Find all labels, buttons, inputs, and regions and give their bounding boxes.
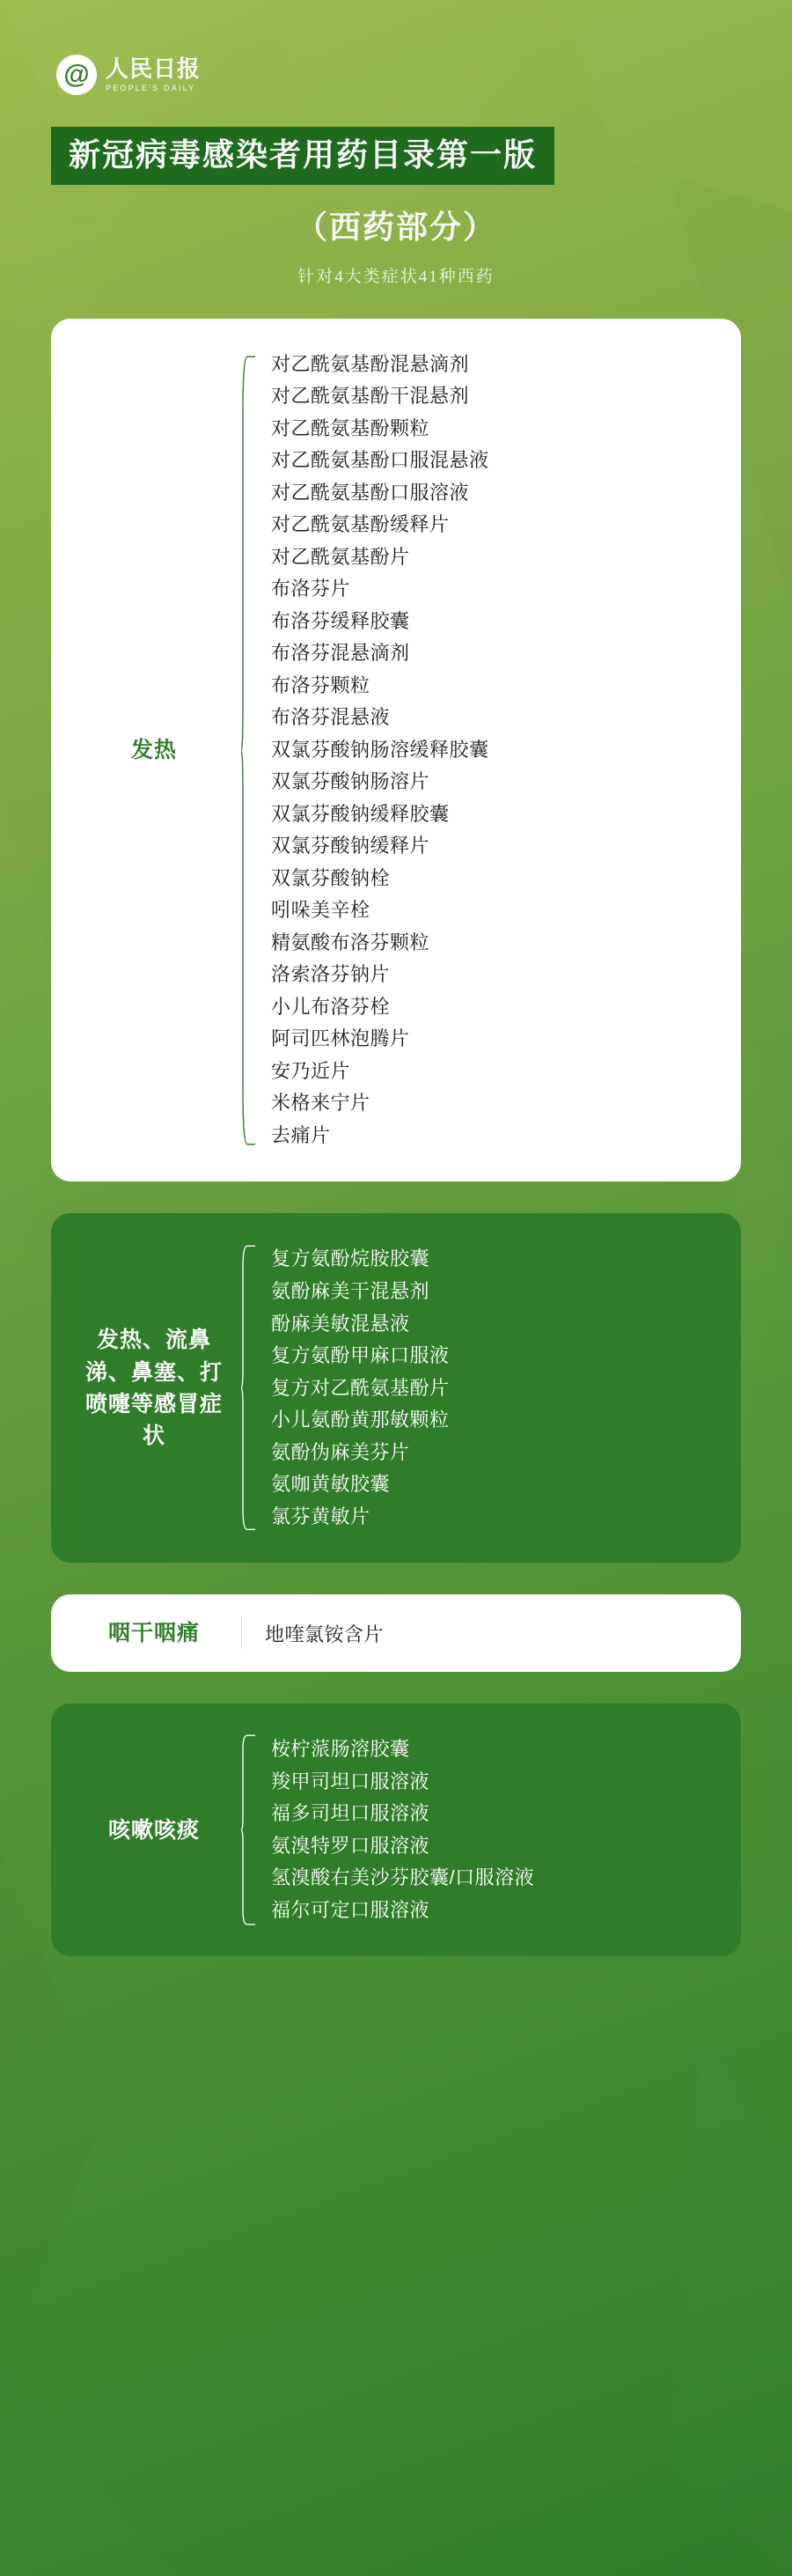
list-item: 氢溴酸右美沙芬胶囊/口服溶液	[271, 1866, 535, 1889]
section-card-cold-symptoms	[51, 1213, 741, 1563]
list-item: 福尔可定口服溶液	[271, 1898, 430, 1921]
list-item: 氨酚伪麻美芬片	[271, 1440, 410, 1463]
drug-list	[271, 349, 716, 1152]
list-item: 双氯芬酸钠缓释胶囊	[271, 802, 450, 825]
publisher-name-cn: 人民日报	[106, 55, 202, 82]
brace-icon	[241, 1243, 257, 1533]
list-item: 布洛芬混悬滴剂	[271, 642, 410, 665]
logo-text	[106, 57, 201, 92]
brace-icon	[241, 1733, 257, 1926]
at-sign-icon	[56, 55, 97, 95]
section-card-sore-throat	[51, 1594, 741, 1672]
list-item: 氨溴特罗口服溶液	[271, 1834, 430, 1857]
list-item: 羧甲司坦口服溶液	[271, 1770, 430, 1792]
category-label: 发热、流鼻涕、鼻塞、打喷嚏等感冒症状	[84, 1328, 223, 1449]
list-item: 安乃近片	[271, 1059, 351, 1082]
list-item: 对乙酰氨基酚口服混悬液	[271, 449, 489, 472]
list-item: 对乙酰氨基酚口服溶液	[271, 481, 470, 504]
title-block	[51, 95, 741, 287]
section-card-fever	[51, 319, 741, 1182]
list-item: 福多司坦口服溶液	[271, 1802, 430, 1825]
list-item: 布洛芬缓释胶囊	[271, 609, 410, 632]
publisher-name-en: PEOPLE'S DAILY	[106, 84, 196, 93]
list-item: 氨咖黄敏胶囊	[271, 1473, 391, 1496]
list-item: 桉柠蒎肠溶胶囊	[271, 1738, 410, 1761]
list-item: 双氯芬酸钠肠溶缓释胶囊	[271, 738, 489, 761]
list-item: 阿司匹林泡腾片	[271, 1027, 410, 1050]
list-item: 氨酚麻美干混悬剂	[271, 1280, 430, 1302]
list-item: 精氨酸布洛芬颗粒	[271, 931, 430, 953]
list-item: 对乙酰氨基酚混悬滴剂	[271, 352, 470, 375]
drug-list	[271, 1733, 716, 1926]
logo-glyph: @	[63, 60, 90, 89]
list-item: 小儿布洛芬栓	[271, 995, 391, 1018]
category-label: 发热	[130, 737, 177, 762]
list-item: 氯芬黄敏片	[271, 1505, 370, 1527]
list-item: 对乙酰氨基酚缓释片	[271, 513, 450, 536]
list-item: 复方氨酚烷胺胶囊	[271, 1248, 430, 1270]
list-item: 地喹氯铵含片	[265, 1623, 385, 1645]
list-item: 对乙酰氨基酚颗粒	[271, 416, 430, 439]
page-note: 针对4大类症状41种西药	[297, 267, 495, 286]
brace-icon	[241, 349, 257, 1152]
page-title: 新冠病毒感染者用药目录第一版	[51, 127, 554, 185]
list-item: 对乙酰氨基酚干混悬剂	[271, 385, 470, 408]
list-item: 洛索洛芬钠片	[271, 963, 391, 986]
list-item: 吲哚美辛栓	[271, 899, 370, 922]
list-item: 布洛芬片	[271, 578, 351, 600]
list-item: 酚麻美敏混悬液	[271, 1312, 410, 1335]
footer-space	[51, 1956, 741, 2009]
list-item: 布洛芬混悬液	[271, 706, 391, 729]
list-item: 对乙酰氨基酚片	[271, 545, 410, 568]
list-item: 双氯芬酸钠肠溶片	[271, 770, 430, 793]
page-subtitle: （西药部分）	[295, 208, 496, 245]
list-item: 去痛片	[271, 1123, 331, 1146]
category-label: 咽干咽痛	[107, 1621, 200, 1646]
list-item: 复方对乙酰氨基酚片	[271, 1376, 450, 1399]
drug-list	[271, 1243, 716, 1533]
category-label: 咳嗽咳痰	[107, 1817, 200, 1843]
list-item: 双氯芬酸钠缓释片	[271, 835, 430, 857]
divider	[241, 1617, 242, 1649]
list-item: 小儿氨酚黄那敏颗粒	[271, 1409, 450, 1432]
list-item: 米格来宁片	[271, 1092, 370, 1115]
masthead	[51, 0, 741, 95]
list-item: 双氯芬酸钠栓	[271, 866, 391, 889]
section-card-cough	[51, 1704, 741, 1956]
list-item: 复方氨酚甲麻口服液	[271, 1344, 450, 1367]
list-item: 布洛芬颗粒	[271, 673, 370, 696]
